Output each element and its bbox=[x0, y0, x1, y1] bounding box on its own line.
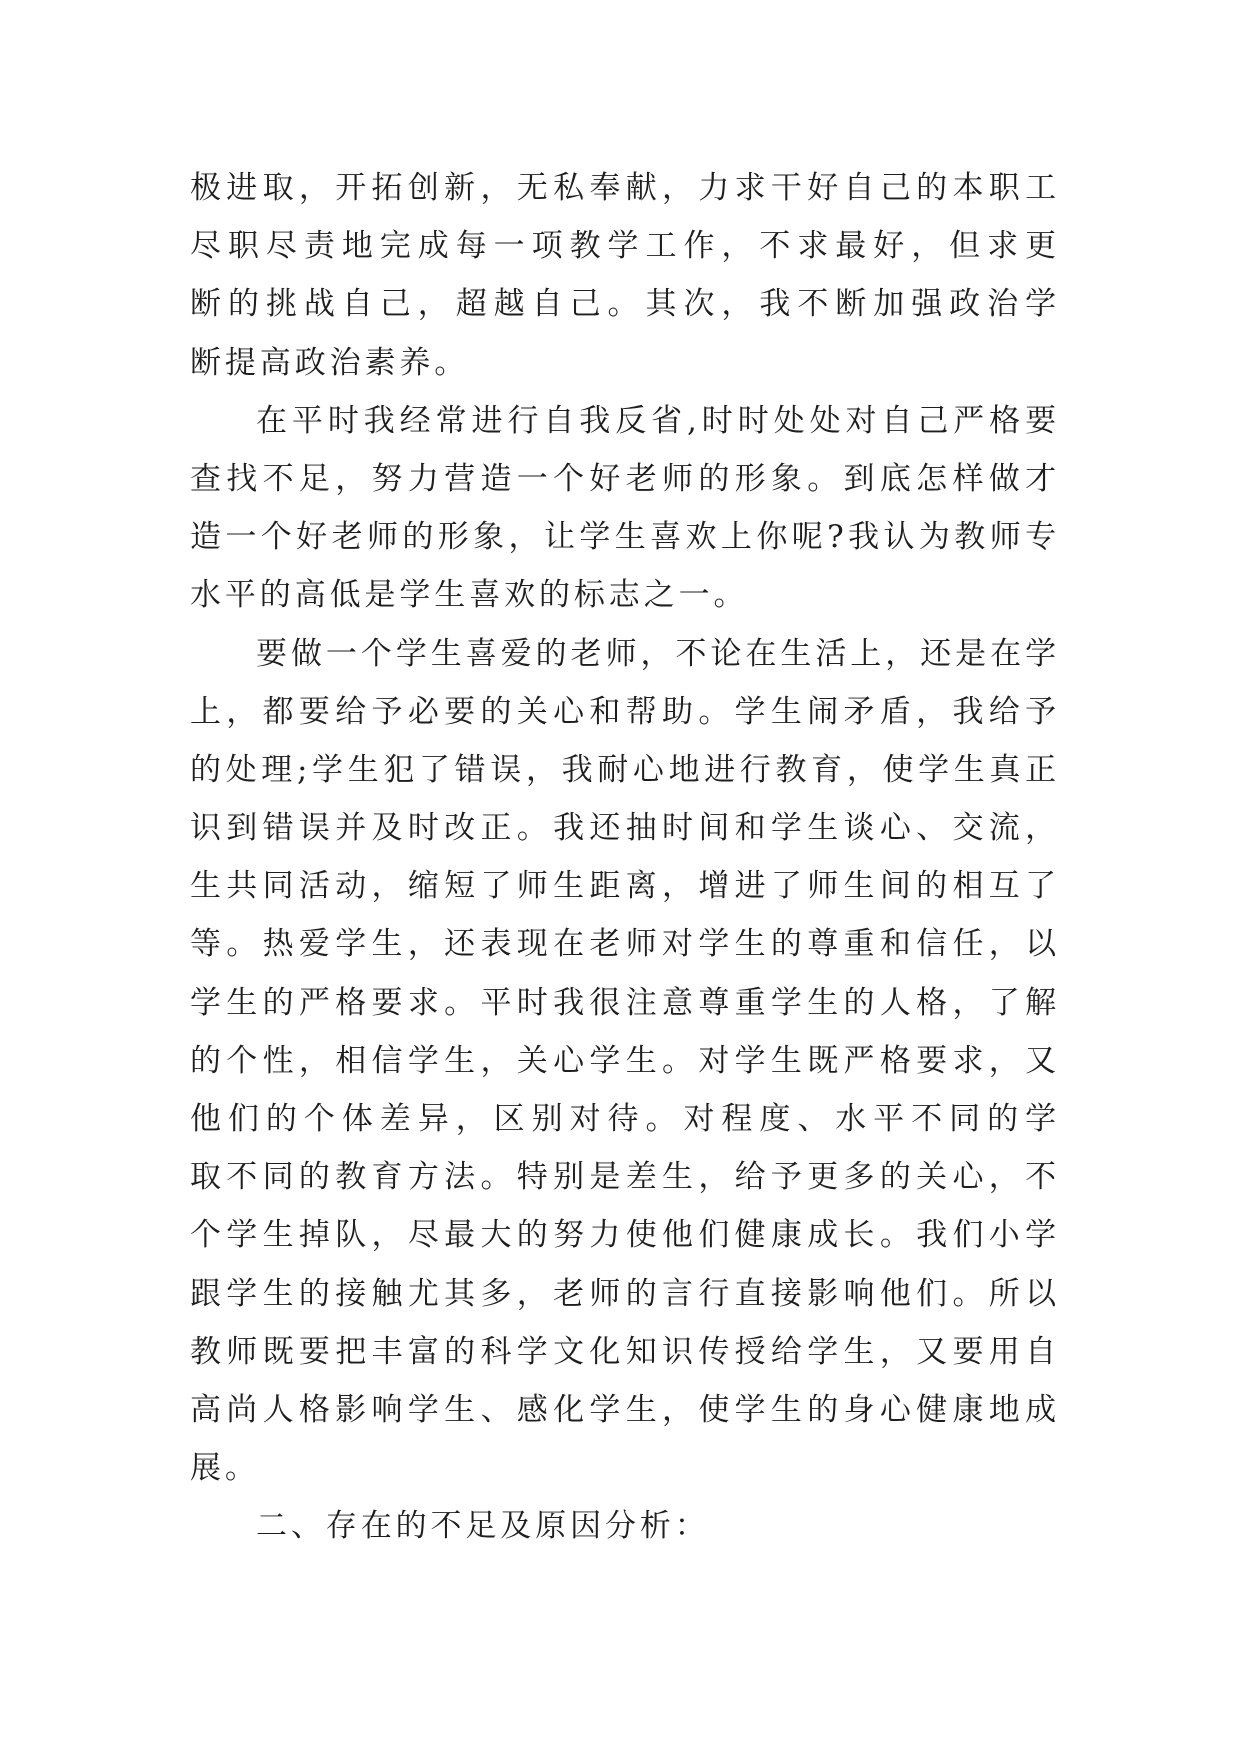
text-line: 要做一个学生喜爱的老师，不论在生活上，还是在学 bbox=[256, 635, 1060, 672]
text-line: 他们的个体差异，区别对待。对程度、水平不同的学 bbox=[190, 1101, 1060, 1137]
text-line: 的处理;学生犯了错误，我耐心地进行教育，使学生真正 bbox=[190, 751, 1060, 788]
body-text bbox=[190, 159, 1060, 1556]
text-line: 尽职尽责地完成每一项教学工作，不求最好，但求更 bbox=[190, 228, 1060, 265]
text-line: 生共同活动，缩短了师生距离，增进了师生间的相互了 bbox=[190, 868, 1060, 905]
text-line: 查找不足，努力营造一个好老师的形象。到底怎样做才 bbox=[190, 460, 1060, 497]
text-line: 断提高政治素养。 bbox=[190, 344, 470, 381]
text-line: 学生的严格要求。平时我很注意尊重学生的人格，了解 bbox=[190, 984, 1060, 1021]
text-line: 极进取，开拓创新，无私奉献，力求干好自己的本职工 bbox=[190, 170, 1060, 206]
text-line: 等。热爱学生，还表现在老师对学生的尊重和信任，以 bbox=[190, 926, 1060, 963]
text-line: 的个性，相信学生，关心学生。对学生既严格要求，又 bbox=[190, 1042, 1060, 1079]
text-line: 造一个好老师的形象，让学生喜欢上你呢?我认为教师专 bbox=[190, 519, 1060, 556]
text-line: 教师既要把丰富的科学文化知识传授给学生，又要用自 bbox=[190, 1333, 1060, 1370]
text-line: 在平时我经常进行自我反省,时时处处对自己严格要 bbox=[256, 402, 1060, 439]
text-line: 高尚人格影响学生、感化学生，使学生的身心健康地成 bbox=[190, 1391, 1060, 1428]
text-line: 二、存在的不足及原因分析： bbox=[256, 1508, 710, 1545]
text-line: 识到错误并及时改正。我还抽时间和学生谈心、交流， bbox=[190, 810, 1060, 847]
text-line: 个学生掉队，尽最大的努力使他们健康成长。我们小学 bbox=[190, 1217, 1060, 1254]
text-line: 展。 bbox=[190, 1450, 260, 1487]
text-line: 上，都要给予必要的关心和帮助。学生闹矛盾，我给予 bbox=[190, 693, 1060, 730]
text-line: 取不同的教育方法。特别是差生，给予更多的关心，不 bbox=[190, 1159, 1060, 1196]
text-line: 跟学生的接触尤其多，老师的言行直接影响他们。所以 bbox=[190, 1275, 1060, 1312]
text-line: 断的挑战自己，超越自己。其次，我不断加强政治学 bbox=[190, 286, 1060, 323]
text-line: 水平的高低是学生喜欢的标志之一。 bbox=[190, 577, 749, 614]
